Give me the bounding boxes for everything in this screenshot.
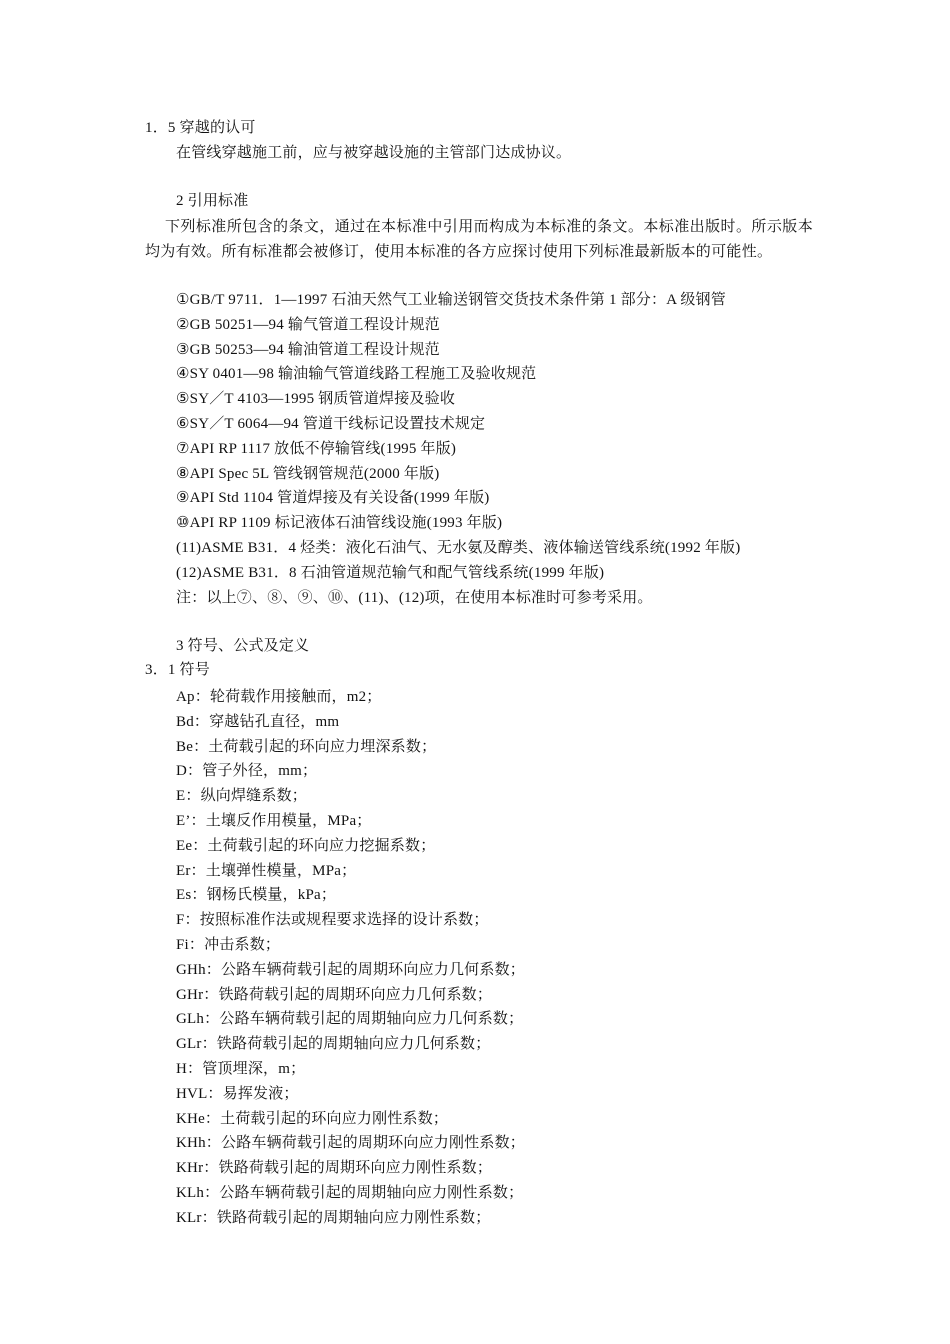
section-1-5-heading: 1．5 穿越的认可 bbox=[145, 120, 256, 136]
list-item: KLh：公路车辆荷载引起的周期轴向应力刚性系数； bbox=[176, 1184, 524, 1201]
section-2-heading: 2 引用标准 bbox=[176, 193, 249, 209]
list-item: ⑧API Spec 5L 管线钢管规范(2000 年版) bbox=[176, 465, 440, 482]
list-item: GLr：铁路荷载引起的周期轴向应力几何系数； bbox=[176, 1036, 491, 1053]
list-item: Ee：土荷载引起的环向应力挖掘系数； bbox=[176, 837, 436, 854]
list-item: D：管子外径，mm； bbox=[176, 763, 318, 780]
list-item: ⑥SY／T 6064—94 管道干线标记设置技术规定 bbox=[176, 415, 486, 432]
list-item: ①GB/T 9711．1—1997 石油天然气工业输送钢管交货技术条件第 1 部分：A 级钢管 bbox=[176, 292, 726, 308]
list-item: KHe：土荷载引起的环向应力刚性系数； bbox=[176, 1110, 449, 1127]
list-item: F：按照标准作法或规程要求选择的设计系数； bbox=[176, 912, 489, 929]
section-3-1-heading: 3．1 符号 bbox=[145, 662, 210, 678]
section-3-heading: 3 符号、公式及定义 bbox=[176, 638, 310, 654]
list-item: ⑩API RP 1109 标记液体石油管线设施(1993 年版) bbox=[176, 515, 503, 532]
list-item: ④SY 0401—98 输油输气管道线路工程施工及验收规范 bbox=[176, 366, 537, 383]
list-item: Er：土壤弹性模量，MPa； bbox=[176, 862, 357, 879]
list-item: E：纵向焊缝系数； bbox=[176, 788, 307, 805]
list-item: GHr：铁路荷载引起的周期环向应力几何系数； bbox=[176, 986, 493, 1003]
list-item: ③GB 50253—94 输油管道工程设计规范 bbox=[176, 341, 440, 358]
standards-note: 注：以上⑦、⑧、⑨、⑩、(11)、(12)项，在使用本标准时可参考采用。 bbox=[176, 589, 653, 606]
list-item: Ap：轮荷载作用接触而，m2； bbox=[176, 689, 382, 705]
list-item: HVL：易挥发液； bbox=[176, 1085, 299, 1102]
list-item: Be：土荷载引起的环向应力埋深系数； bbox=[176, 738, 437, 755]
list-item: KHr：铁路荷载引起的周期环向应力刚性系数； bbox=[176, 1160, 493, 1177]
list-item: GLh：公路车辆荷载引起的周期轴向应力几何系数； bbox=[176, 1011, 524, 1028]
list-item: KLr：铁路荷载引起的周期轴向应力刚性系数； bbox=[176, 1209, 491, 1226]
section-1-5-body: 在管线穿越施工前，应与被穿越设施的主管部门达成协议。 bbox=[176, 145, 572, 161]
list-item: ⑨API Std 1104 管道焊接及有关设备(1999 年版) bbox=[176, 490, 490, 507]
list-item: (12)ASME B31．8 石油管道规范输气和配气管线系统(1999 年版) bbox=[176, 564, 605, 581]
list-item: GHh：公路车辆荷载引起的周期环向应力几何系数； bbox=[176, 961, 525, 978]
list-item: ⑤SY／T 4103—1995 钢质管道焊接及验收 bbox=[176, 391, 456, 408]
list-item: Es：钢杨氏模量，kPa； bbox=[176, 887, 337, 904]
list-item: ②GB 50251—94 输气管道工程设计规范 bbox=[176, 316, 440, 333]
list-item: (11)ASME B31．4 烃类：液化石油气、无水氨及醇类、液体输送管线系统(1992 年版) bbox=[176, 539, 741, 556]
list-item: Bd：穿越钻孔直径，mm bbox=[176, 713, 340, 730]
list-item: Fi：冲击系数； bbox=[176, 936, 281, 953]
list-item: ⑦API RP 1117 放低不停输管线(1995 年版) bbox=[176, 440, 457, 457]
list-item: H：管顶埋深，m； bbox=[176, 1060, 306, 1077]
symbols-list bbox=[176, 685, 525, 1231]
list-item: E’：土壤反作用模量，MPa； bbox=[176, 812, 372, 829]
standards-list bbox=[176, 288, 740, 610]
section-2-intro: 下列标准所包含的条文，通过在本标准中引用而构成为本标准的条文。本标准出版时。所示版本均为有效。所有标准都会被修订，使用本标准的各方应探讨使用下列标准最新版本的可能性。 bbox=[145, 219, 813, 260]
list-item: KHh：公路车辆荷载引起的周期环向应力刚性系数； bbox=[176, 1135, 525, 1152]
